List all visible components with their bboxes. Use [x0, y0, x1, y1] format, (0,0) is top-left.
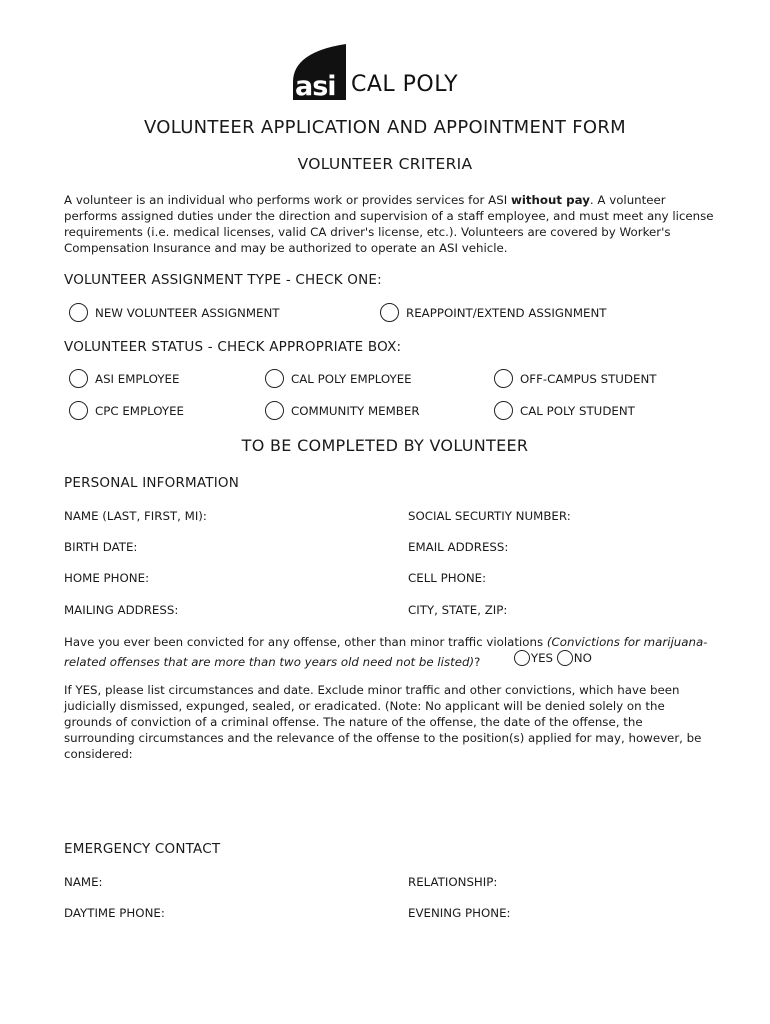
radio-circle-icon[interactable]	[380, 303, 399, 322]
radio-circle-icon[interactable]	[69, 303, 88, 322]
field-relationship[interactable]: RELATIONSHIP:	[408, 875, 498, 889]
radio-circle-icon[interactable]	[557, 650, 573, 666]
option-new-volunteer[interactable]: NEW VOLUNTEER ASSIGNMENT	[69, 303, 280, 322]
emergency-contact-heading: EMERGENCY CONTACT	[64, 841, 221, 857]
conviction-instructions[interactable]: If YES, please list circumstances and date. Exclude minor traffic and other convictions, which have been judicially dismissed, expunged, sealed, or eradicated. (Note: No applicant will be denied solely on the grounds of conviction of a criminal offense. The nature of the offense, the date of the offense, the surrounding circumstances and the relevance of the offense to the position(s) applied for may, however, be considered:	[64, 683, 702, 761]
criteria-text: A volunteer is an individual who performs work or provides services for ASI without pay. A volunteer performs assigned duties under the direction and supervision of a staff employee, and must meet any license requirements (i.e. medical licenses, valid CA driver's license, etc.). Volunteers are covered by Worker's Compensation Insurance and may be authorized to operate an ASI vehicle.	[64, 193, 714, 255]
radio-circle-icon[interactable]	[514, 650, 530, 666]
field-name[interactable]: NAME (LAST, FIRST, MI):	[64, 509, 207, 523]
field-city-state-zip[interactable]: CITY, STATE, ZIP:	[408, 603, 508, 617]
option-cpc-employee[interactable]: CPC EMPLOYEE	[69, 401, 184, 420]
checkbox-circle-icon[interactable]	[494, 369, 513, 388]
checkbox-circle-icon[interactable]	[265, 369, 284, 388]
assignment-type-heading: VOLUNTEER ASSIGNMENT TYPE - CHECK ONE:	[64, 272, 382, 288]
option-off-campus-student[interactable]: OFF-CAMPUS STUDENT	[494, 369, 656, 388]
volunteer-section-heading: TO BE COMPLETED BY VOLUNTEER	[241, 436, 529, 455]
checkbox-circle-icon[interactable]	[494, 401, 513, 420]
option-cal-poly-student[interactable]: CAL POLY STUDENT	[494, 401, 635, 420]
personal-information-heading: PERSONAL INFORMATION	[64, 475, 240, 491]
logo-text: CAL POLY	[351, 72, 459, 97]
option-reappoint-extend[interactable]: REAPPOINT/EXTEND ASSIGNMENT	[380, 303, 607, 322]
option-asi-employee[interactable]: ASI EMPLOYEE	[69, 369, 179, 388]
field-daytime-phone[interactable]: DAYTIME PHONE:	[64, 906, 165, 920]
conviction-question: Have you ever been convicted for any offense, other than minor traffic violations (Convictions for marijuana-related offenses that are more than two years old need not be listed)? YES NO	[64, 635, 708, 669]
field-cell-phone[interactable]: CELL PHONE:	[408, 571, 487, 585]
field-email[interactable]: EMAIL ADDRESS:	[408, 540, 509, 554]
field-birth-date[interactable]: BIRTH DATE:	[64, 540, 138, 554]
conviction-yes-option[interactable]: YES	[514, 650, 553, 666]
option-cal-poly-employee[interactable]: CAL POLY EMPLOYEE	[265, 369, 412, 388]
conviction-no-option[interactable]: NO	[557, 650, 592, 666]
criteria-heading: VOLUNTEER CRITERIA	[297, 155, 473, 173]
form-title: VOLUNTEER APPLICATION AND APPOINTMENT FORM	[144, 117, 626, 138]
without-pay-emphasis: without pay	[510, 193, 590, 207]
checkbox-circle-icon[interactable]	[69, 369, 88, 388]
field-ssn[interactable]: SOCIAL SECURTIY NUMBER:	[408, 509, 571, 523]
field-evening-phone[interactable]: EVENING PHONE:	[408, 906, 511, 920]
volunteer-status-heading: VOLUNTEER STATUS - CHECK APPROPRIATE BOX:	[64, 339, 402, 355]
field-mailing-address[interactable]: MAILING ADDRESS:	[64, 603, 179, 617]
logo-mark: asi	[295, 71, 336, 102]
field-emergency-name[interactable]: NAME:	[64, 875, 103, 889]
option-community-member[interactable]: COMMUNITY MEMBER	[265, 401, 420, 420]
checkbox-circle-icon[interactable]	[69, 401, 88, 420]
field-home-phone[interactable]: HOME PHONE:	[64, 571, 150, 585]
checkbox-circle-icon[interactable]	[265, 401, 284, 420]
